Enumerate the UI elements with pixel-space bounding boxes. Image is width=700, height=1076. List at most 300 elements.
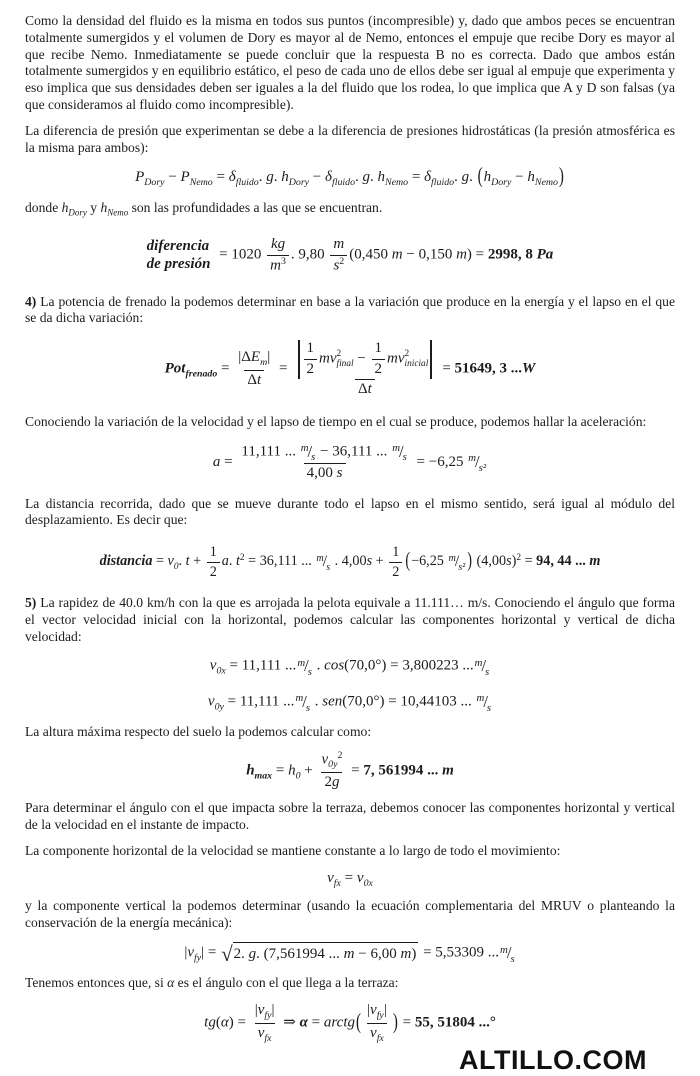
math-square-root — [221, 942, 418, 965]
math-subscript: m — [260, 357, 268, 369]
math-text: − 36,111 ... — [316, 443, 392, 460]
unit-numerator: m — [295, 692, 304, 705]
math-text: y — [86, 200, 101, 215]
fraction-numerator — [304, 339, 318, 359]
fraction-denominator — [267, 255, 289, 276]
math-text: y la componente vertical la podemos determinar (usando la ecuación complementaria del MRUV o planteando la conservación de la energía mecánica): — [25, 898, 675, 931]
math-superscript: 2 — [336, 349, 342, 360]
math-sup-sub — [337, 349, 354, 369]
math-text: Δ — [247, 372, 257, 389]
unit-denominator: s — [307, 666, 312, 679]
fraction-slash: / — [322, 552, 328, 570]
math-subscript: fluido — [235, 177, 259, 189]
math-text: 2 — [209, 563, 217, 580]
unit-denominator: s — [311, 451, 316, 464]
math-variable: v — [356, 869, 364, 886]
math-unit-fraction — [392, 441, 407, 464]
math-bold-variable: W — [522, 360, 536, 377]
math-text: = — [521, 553, 537, 570]
math-variable: v — [257, 1002, 265, 1019]
math-text: − — [309, 169, 326, 186]
math-variable: m — [270, 257, 281, 274]
math-abs-bar — [298, 340, 299, 379]
fraction-slash: / — [481, 656, 487, 676]
math-text: La diferencia de presión que experimentan se debe a la diferencia de presiones hidrostáticas (la presión atmosférica es la misma para ambos): — [25, 122, 675, 155]
math-variable: mv — [387, 350, 405, 367]
math-text: = — [152, 553, 168, 570]
horizontal-component-paragraph — [25, 843, 675, 860]
math-big-paren: ( — [477, 165, 483, 189]
math-text: . (7,561994 ... — [256, 946, 344, 963]
math-text: 2. — [233, 946, 249, 963]
math-big-paren: ) — [558, 165, 564, 189]
acceleration-equation — [25, 441, 675, 484]
math-variable: g — [248, 946, 257, 963]
vfy-equation — [25, 942, 675, 965]
math-variable: g — [331, 773, 340, 790]
fraction-slash: / — [506, 943, 512, 963]
math-subscript: fy — [194, 952, 202, 964]
math-text: − 0,150 — [402, 246, 457, 263]
unit-numerator: m — [500, 943, 508, 956]
math-big-paren: ( — [356, 1010, 361, 1034]
math-text: − 6,00 — [354, 946, 401, 963]
math-unit-fraction — [468, 451, 486, 474]
math-text: = — [438, 360, 455, 377]
math-big-paren: ) — [392, 1010, 398, 1034]
math-text: . — [273, 169, 282, 186]
math-fraction — [235, 348, 273, 390]
math-text: Tenemos entonces que, si — [25, 975, 168, 991]
math-bold-variable: m — [442, 762, 454, 779]
math-text: donde — [25, 200, 62, 215]
math-subscript: Nemo — [107, 207, 129, 218]
fraction-denominator — [355, 379, 375, 400]
math-variable: m — [333, 236, 345, 253]
math-variable: s — [366, 553, 373, 570]
math-text: . — [178, 553, 186, 570]
math-subscript: Nemo — [189, 177, 213, 189]
math-text: | — [367, 1002, 371, 1019]
math-bold-variable: m — [589, 553, 601, 570]
math-text: La distancia recorrida, dado que se mueve durante todo el lapso en el mismo sentido, será igual al módulo del desplazamiento. Es decir que: — [25, 495, 675, 528]
math-fraction — [330, 235, 347, 275]
math-superscript: 2 — [404, 349, 410, 360]
math-variable: a — [221, 553, 229, 570]
math-subscript: Dory — [288, 177, 310, 189]
math-subscript: max — [254, 770, 273, 782]
math-variable: tg — [204, 1014, 216, 1031]
max-height-intro-paragraph — [25, 724, 675, 741]
unit-numerator: m — [474, 657, 483, 670]
math-unit-fraction — [477, 691, 492, 714]
math-subscript: 0y — [214, 701, 224, 713]
math-subscript: frenado — [185, 368, 218, 380]
pressure-difference-intro-paragraph — [25, 123, 675, 157]
math-subscript: fx — [264, 1032, 272, 1044]
math-variable: δ — [228, 169, 236, 186]
math-variable: α — [220, 1014, 229, 1031]
fraction-numerator — [372, 339, 386, 359]
math-variable: arctg — [323, 1014, 355, 1031]
terrace-angle-intro-paragraph — [25, 975, 675, 992]
math-subscript: 0 — [295, 770, 301, 782]
math-text: = — [275, 360, 292, 377]
math-text: (4,00 — [472, 553, 507, 570]
pressure-result-equation — [25, 235, 675, 275]
math-subscript: fx — [376, 1032, 384, 1044]
math-bold-variable: Pa — [536, 246, 554, 263]
fraction-numerator — [318, 750, 345, 772]
unit-denominator: s — [326, 561, 331, 573]
fraction-slash: / — [454, 552, 460, 570]
math-text: . — [228, 553, 236, 570]
math-text: (70,0°) = 3,800223 ... — [344, 658, 474, 675]
math-text: . — [355, 169, 363, 186]
unit-denominator: s — [402, 451, 407, 464]
math-text: = — [398, 1014, 415, 1031]
distance-equation — [25, 543, 675, 581]
math-variable: kg — [270, 236, 286, 253]
math-fraction — [304, 339, 318, 379]
math-text: 1 — [392, 544, 400, 561]
unit-denominator: s² — [478, 461, 487, 474]
math-variable: δ — [325, 169, 332, 186]
math-variable: v — [327, 869, 334, 886]
unit-numerator: m — [297, 657, 306, 670]
math-text: ) — [511, 553, 517, 570]
math-variable: h — [527, 169, 535, 186]
distance-intro-paragraph — [25, 496, 675, 530]
math-variable: s — [506, 553, 512, 570]
math-text: | — [184, 944, 188, 961]
fraction-numerator — [252, 1001, 278, 1023]
math-text: | — [383, 1002, 387, 1019]
math-text: . — [311, 693, 323, 710]
math-text: = −6,25 — [412, 453, 468, 470]
math-text: 11,111 ... — [241, 443, 300, 460]
unit-numerator: m — [468, 452, 477, 465]
math-text: La potencia de frenado la podemos determinar en base a la variación que produce en la energía y el lapso en el que se da dicha variación: — [25, 293, 675, 326]
fraction-slash: / — [399, 441, 404, 461]
fraction-numerator — [207, 543, 220, 561]
math-text: | — [267, 349, 271, 366]
fraction-slash: / — [304, 656, 309, 676]
stacked-label-line: de presión — [146, 256, 211, 273]
unit-denominator: s — [485, 666, 490, 679]
math-unit-fraction — [500, 942, 515, 965]
math-variable: g — [362, 169, 371, 186]
math-text: −6,25 — [411, 553, 448, 570]
braking-power-equation — [25, 339, 675, 400]
math-variable: sen — [322, 693, 343, 710]
math-stacked-label — [147, 237, 211, 273]
math-text: = 11,111 ... — [225, 658, 297, 675]
math-variable: mv — [319, 350, 337, 367]
fraction-denominator — [330, 255, 347, 276]
terrace-angle-equation — [25, 1001, 675, 1045]
math-variable: m — [456, 246, 467, 263]
unit-numerator: m — [316, 552, 324, 564]
math-text: + — [300, 762, 317, 779]
math-text: 2 — [324, 773, 332, 790]
math-unit-fraction — [475, 655, 490, 678]
pressure-difference-equation — [25, 165, 675, 190]
math-text: = — [212, 169, 229, 186]
math-variable: a — [212, 453, 221, 470]
fraction-numerator — [389, 543, 402, 561]
math-text: . — [469, 169, 477, 186]
math-subscript: Dory — [68, 207, 87, 218]
math-text: Conociendo la variación de la velocidad y el lapso de tiempo en el cual se produce, podemos hallar la aceleración: — [25, 413, 647, 429]
math-text: es el ángulo con el que llega a la terraza: — [174, 975, 399, 991]
problem-4-intro-paragraph — [25, 294, 675, 328]
fraction-denominator — [372, 359, 386, 380]
math-bold-result: 7, 561994 ... — [363, 762, 443, 779]
math-fraction — [318, 750, 345, 793]
fraction-numerator — [235, 348, 273, 370]
math-text: . 9,80 — [290, 246, 329, 263]
math-text: 1 — [209, 544, 217, 561]
unit-numerator: m — [448, 552, 456, 564]
math-text: 4,00 — [306, 465, 337, 482]
fraction-denominator — [244, 370, 264, 391]
math-fraction — [372, 339, 386, 379]
fraction-denominator — [304, 359, 318, 380]
math-superscript: 2 — [337, 749, 343, 761]
math-variable: t — [235, 553, 240, 570]
math-subscript: final — [336, 359, 354, 370]
math-variable: cos — [324, 658, 345, 675]
math-text: = — [272, 762, 289, 779]
math-variable: s — [336, 465, 343, 482]
unit-numerator: m — [300, 442, 309, 455]
math-text: = 11,111 ... — [223, 693, 295, 710]
math-text: . 4,00 — [331, 553, 367, 570]
math-bold-result: 55, 51804 ...° — [414, 1014, 496, 1031]
max-height-equation — [25, 750, 675, 793]
math-superscript: 2 — [239, 553, 245, 564]
math-variable: v — [207, 693, 215, 710]
math-subscript: inicial — [404, 359, 429, 370]
radical-sign: √ — [221, 941, 233, 966]
unit-numerator: m — [392, 442, 400, 455]
math-variable: h — [61, 200, 69, 215]
math-text: 1 — [374, 340, 383, 357]
math-big-paren: ) — [467, 549, 472, 573]
math-text: |Δ — [238, 349, 251, 366]
math-fraction — [293, 339, 436, 400]
math-text: − — [353, 350, 370, 367]
math-fraction — [238, 441, 410, 484]
math-subscript: 0 — [173, 561, 179, 572]
fraction-numerator — [293, 339, 436, 379]
math-text: = — [408, 169, 425, 186]
fraction-slash: / — [307, 441, 313, 461]
math-text: . — [258, 169, 267, 186]
math-variable: P — [180, 169, 190, 186]
math-subscript: Dory — [144, 177, 165, 189]
math-text: = — [307, 1014, 324, 1031]
fraction-denominator — [255, 1023, 275, 1046]
vfx-equation — [25, 869, 675, 891]
math-text: La componente horizontal de la velocidad se mantiene constante a lo largo de todo el movimiento: — [25, 843, 561, 858]
stacked-label-line: diferencia — [146, 238, 210, 255]
math-bold-variable: Pot — [164, 360, 186, 377]
radicand — [233, 942, 419, 965]
impact-angle-intro-paragraph — [25, 800, 675, 834]
math-text: + — [372, 553, 388, 570]
math-variable: m — [343, 946, 355, 963]
unit-numerator: m — [476, 692, 485, 705]
math-variable: m — [391, 246, 403, 263]
math-subscript: Nemo — [385, 177, 409, 189]
math-text: = — [340, 869, 357, 886]
math-subscript: fluido — [332, 177, 356, 189]
math-bold-variable: α — [299, 1014, 308, 1031]
fraction-denominator — [321, 772, 342, 793]
fraction-numerator — [364, 1001, 390, 1023]
math-fraction — [252, 1001, 278, 1045]
math-text: | = — [201, 944, 221, 961]
math-variable: h — [288, 762, 296, 779]
math-superscript: 3 — [280, 255, 286, 267]
fraction-denominator — [207, 562, 220, 581]
math-fraction — [364, 1001, 390, 1045]
math-sup-sub — [405, 349, 429, 369]
math-text: | — [271, 1002, 275, 1019]
fraction-denominator — [389, 562, 402, 581]
math-text: La rapidez de 40.0 km/h con la que es arrojada la pelota equivale a 11.111… m/s. Conociendo el ángulo que forma el vector velocidad inicial con la horizontal, podemos calcular las componentes horizontal y vertical de dicha velocidad: — [25, 595, 675, 644]
math-subscript: fy — [376, 1009, 384, 1021]
math-variable: h — [281, 169, 289, 186]
math-text: = — [220, 453, 237, 470]
math-variable: t — [367, 381, 372, 398]
math-bold-variable: distancia — [99, 553, 153, 570]
fraction-slash: / — [475, 451, 480, 471]
math-variable: h — [100, 200, 108, 215]
math-text: 2 — [392, 563, 400, 580]
unit-denominator: s — [510, 952, 515, 965]
math-text: . — [370, 169, 378, 186]
math-text: ) = — [228, 1014, 250, 1031]
math-bold-result: 94, 44 ... — [536, 553, 590, 570]
math-subscript: Dory — [491, 177, 512, 189]
math-variable: v — [321, 751, 329, 768]
math-variable: g — [266, 169, 274, 186]
v0y-equation — [25, 691, 675, 714]
math-text: = 36,111 ... — [244, 553, 316, 570]
vertical-component-paragraph — [25, 898, 675, 932]
math-text: . — [454, 169, 462, 186]
buoyancy-discussion-paragraph — [25, 13, 675, 114]
math-variable: v — [187, 944, 195, 961]
math-unit-fraction — [448, 552, 465, 572]
fraction-denominator — [367, 1023, 387, 1046]
math-variable: v — [370, 1002, 377, 1019]
math-text: 2 — [306, 360, 314, 377]
fraction-denominator — [304, 463, 346, 484]
math-bold-result: 2998, 8 — [487, 246, 537, 263]
math-variable: v — [209, 658, 217, 675]
fraction-slash: / — [302, 691, 307, 711]
math-superscript: 2 — [516, 553, 522, 564]
math-text: 1 — [306, 340, 314, 357]
unit-denominator: s — [305, 701, 311, 714]
math-text: + — [189, 553, 205, 570]
unit-denominator: s² — [458, 561, 466, 573]
math-text: Para determinar el ángulo con el que impacta sobre la terraza, debemos conocer las componentes horizontal y vertical de la velocidad en el instante de impacto. — [25, 800, 675, 833]
fraction-numerator — [238, 441, 410, 464]
math-text: = 5,53309 ... — [419, 944, 500, 961]
math-subscript: 0x — [216, 665, 226, 677]
math-bold-result: 4) — [25, 293, 37, 309]
acceleration-intro-paragraph — [25, 414, 675, 431]
math-text: | — [254, 1002, 258, 1019]
math-superscript: 2 — [339, 255, 345, 267]
math-subscript: fy — [264, 1009, 272, 1021]
math-text: (70,0°) = 10,44103 ... — [342, 693, 476, 710]
math-subscript: Nemo — [534, 177, 558, 189]
math-variable: h — [377, 169, 386, 186]
math-variable: t — [256, 372, 262, 389]
math-text: son las profundidades a las que se encuentran. — [128, 200, 383, 215]
math-text: − — [164, 169, 181, 186]
math-text: Como la densidad del fluido es la misma en todos sus puntos (incompresible) y, dado que ambos peces se encuentran totalmente sumergidos y el volumen de Dory es mayor al de Nemo, entonces el empuje que recibe Dory es mayor al que recibe Nemo. Inmediatamente se puede concluir que la respuesta B no es correcta. Dado que ambos están totalmente sumergidos y en equilibrio estático, el peso de cada uno de ellos debe ser igual al empuje que experimenta y eso implica que sus densidades deben ser iguales a la del fluido que los rodea, lo que implica que A y D son falsas (ya que consideramos al fluido como incompresible). — [25, 13, 675, 112]
math-text: = — [347, 762, 364, 779]
math-subscript: 0y — [328, 759, 338, 771]
math-subscript: 0x — [363, 877, 373, 889]
math-unit-fraction — [297, 655, 312, 678]
math-text: ⇒ — [279, 1014, 300, 1031]
math-big-paren: ( — [405, 549, 411, 573]
math-text: (0,450 — [349, 246, 392, 263]
math-unit-fraction — [295, 691, 310, 714]
math-variable: v — [370, 1024, 377, 1041]
math-fraction — [389, 543, 402, 581]
math-text: = — [217, 360, 234, 377]
math-variable: E — [250, 349, 261, 366]
math-variable: v — [257, 1024, 265, 1041]
math-text: ) = — [466, 246, 488, 263]
math-bold-result: 51649, 3 ... — [454, 360, 523, 377]
math-variable: m — [400, 946, 412, 963]
math-variable: t — [185, 553, 190, 570]
problem-5-intro-paragraph — [25, 595, 675, 645]
math-unit-fraction — [301, 441, 316, 464]
math-text: − — [511, 169, 528, 186]
math-text: . — [312, 658, 325, 675]
math-subscript: fluido — [431, 177, 455, 189]
altillo-watermark: ALTILLO.COM — [459, 1045, 647, 1076]
depths-note-line — [25, 200, 675, 221]
math-bold-result: 5) — [25, 595, 37, 611]
math-unit-fraction — [316, 552, 330, 572]
fraction-numerator — [330, 235, 347, 255]
v0x-equation — [25, 655, 675, 678]
math-variable: α — [167, 975, 175, 991]
unit-denominator: s — [486, 701, 492, 714]
math-subscript: fx — [333, 877, 341, 889]
math-variable: δ — [424, 169, 432, 186]
math-text: ) — [411, 946, 417, 963]
math-variable: g — [461, 169, 470, 186]
math-text: ( — [215, 1014, 221, 1031]
fraction-numerator — [268, 235, 288, 255]
math-text: Δ — [357, 381, 368, 398]
math-text: La altura máxima respecto del suelo la podemos calcular como: — [25, 724, 372, 740]
math-bold-variable: h — [246, 762, 255, 779]
